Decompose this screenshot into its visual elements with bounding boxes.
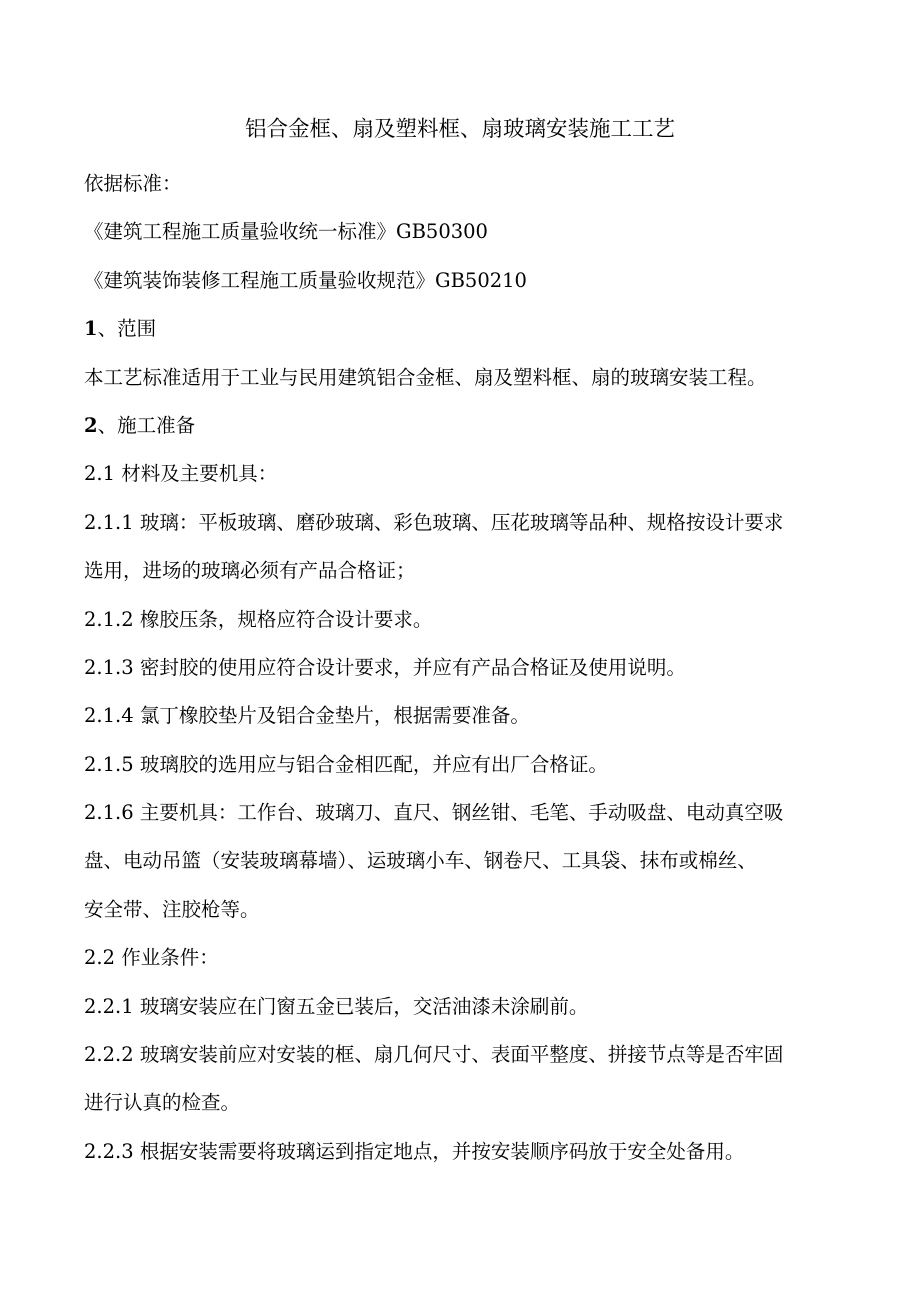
line-text: 选用，进场的玻璃必须有产品合格证； bbox=[84, 559, 416, 583]
paragraph-2-2-2-cont bbox=[84, 1079, 844, 1127]
section-title: 、范围 bbox=[97, 317, 157, 341]
line-text: 2.2.2 玻璃安装前应对安装的框、扇几何尺寸、表面平整度、拼接节点等是否牢固 bbox=[84, 1043, 784, 1067]
paragraph-standard-gb50300 bbox=[84, 208, 844, 256]
paragraph-2-1-6 bbox=[84, 789, 844, 837]
section-title: 、施工准备 bbox=[97, 413, 196, 437]
line-text: 2.2 作业条件： bbox=[84, 946, 219, 970]
paragraph-standard-gb50210 bbox=[84, 257, 844, 305]
paragraph-2-1-5 bbox=[84, 741, 844, 789]
paragraph-2-2-2 bbox=[84, 1031, 844, 1079]
line-text: 本工艺标准适用于工业与民用建筑铝合金框、扇及塑料框、扇的玻璃安装工程。 bbox=[84, 365, 767, 389]
paragraph-2-1-1 bbox=[84, 499, 844, 547]
document-title: 铝合金框、扇及塑料框、扇玻璃安装施工工艺 bbox=[244, 117, 675, 142]
line-text: 2.1.5 玻璃胶的选用应与铝合金相匹配，并应有出厂合格证。 bbox=[84, 752, 608, 776]
paragraph-basis-heading bbox=[84, 160, 844, 208]
paragraph-2-1-4 bbox=[84, 692, 844, 740]
line-text: 依据标准： bbox=[84, 172, 182, 195]
paragraph-2-1-1-cont bbox=[84, 547, 844, 595]
line-text: 盘、电动吊篮（安装玻璃幕墙）、运玻璃小车、钢卷尺、工具袋、抹布或棉丝、 bbox=[84, 849, 757, 873]
line-text: 2.1 材料及主要机具： bbox=[84, 462, 278, 486]
line-text: 2.1.2 橡胶压条，规格应符合设计要求。 bbox=[84, 607, 433, 631]
section-number: 1 bbox=[84, 317, 98, 341]
line-text: 进行认真的检查。 bbox=[84, 1091, 241, 1115]
paragraph-2-1-2 bbox=[84, 596, 844, 644]
line-text: 《建筑装饰装修工程施工质量验收规范》GB50210 bbox=[84, 268, 527, 292]
document-body bbox=[84, 160, 844, 1176]
section-heading-preparation bbox=[84, 402, 844, 450]
line-text: 2.1.1 玻璃：平板玻璃、磨砂玻璃、彩色玻璃、压花玻璃等品种、规格按设计要求 bbox=[84, 510, 784, 534]
line-text: 2.1.3 密封胶的使用应符合设计要求，并应有产品合格证及使用说明。 bbox=[84, 655, 686, 679]
paragraph-2-1-3 bbox=[84, 644, 844, 692]
subsection-heading-conditions bbox=[84, 934, 844, 982]
section-number: 2 bbox=[84, 413, 98, 437]
line-text: 《建筑工程施工质量验收统一标准》GB50300 bbox=[84, 220, 488, 244]
line-text: 2.1.4 氯丁橡胶垫片及铝合金垫片，根据需要准备。 bbox=[84, 704, 530, 728]
paragraph-2-2-3 bbox=[84, 1128, 844, 1176]
paragraph-2-1-6-cont bbox=[84, 886, 844, 934]
paragraph-2-2-1 bbox=[84, 983, 844, 1031]
section-heading-scope bbox=[84, 305, 844, 353]
line-text: 2.2.1 玻璃安装应在门窗五金已装后，交活油漆未涂刷前。 bbox=[84, 994, 589, 1018]
line-text: 安全带、注胶枪等。 bbox=[84, 897, 260, 921]
paragraph-scope bbox=[84, 354, 844, 402]
line-text: 2.1.6 主要机具：工作台、玻璃刀、直尺、钢丝钳、毛笔、手动吸盘、电动真空吸 bbox=[84, 801, 784, 825]
line-text: 2.2.3 根据安装需要将玻璃运到指定地点，并按安装顺序码放于安全处备用。 bbox=[84, 1139, 745, 1163]
paragraph-2-1-6-cont bbox=[84, 837, 844, 885]
subsection-heading-materials bbox=[84, 450, 844, 498]
